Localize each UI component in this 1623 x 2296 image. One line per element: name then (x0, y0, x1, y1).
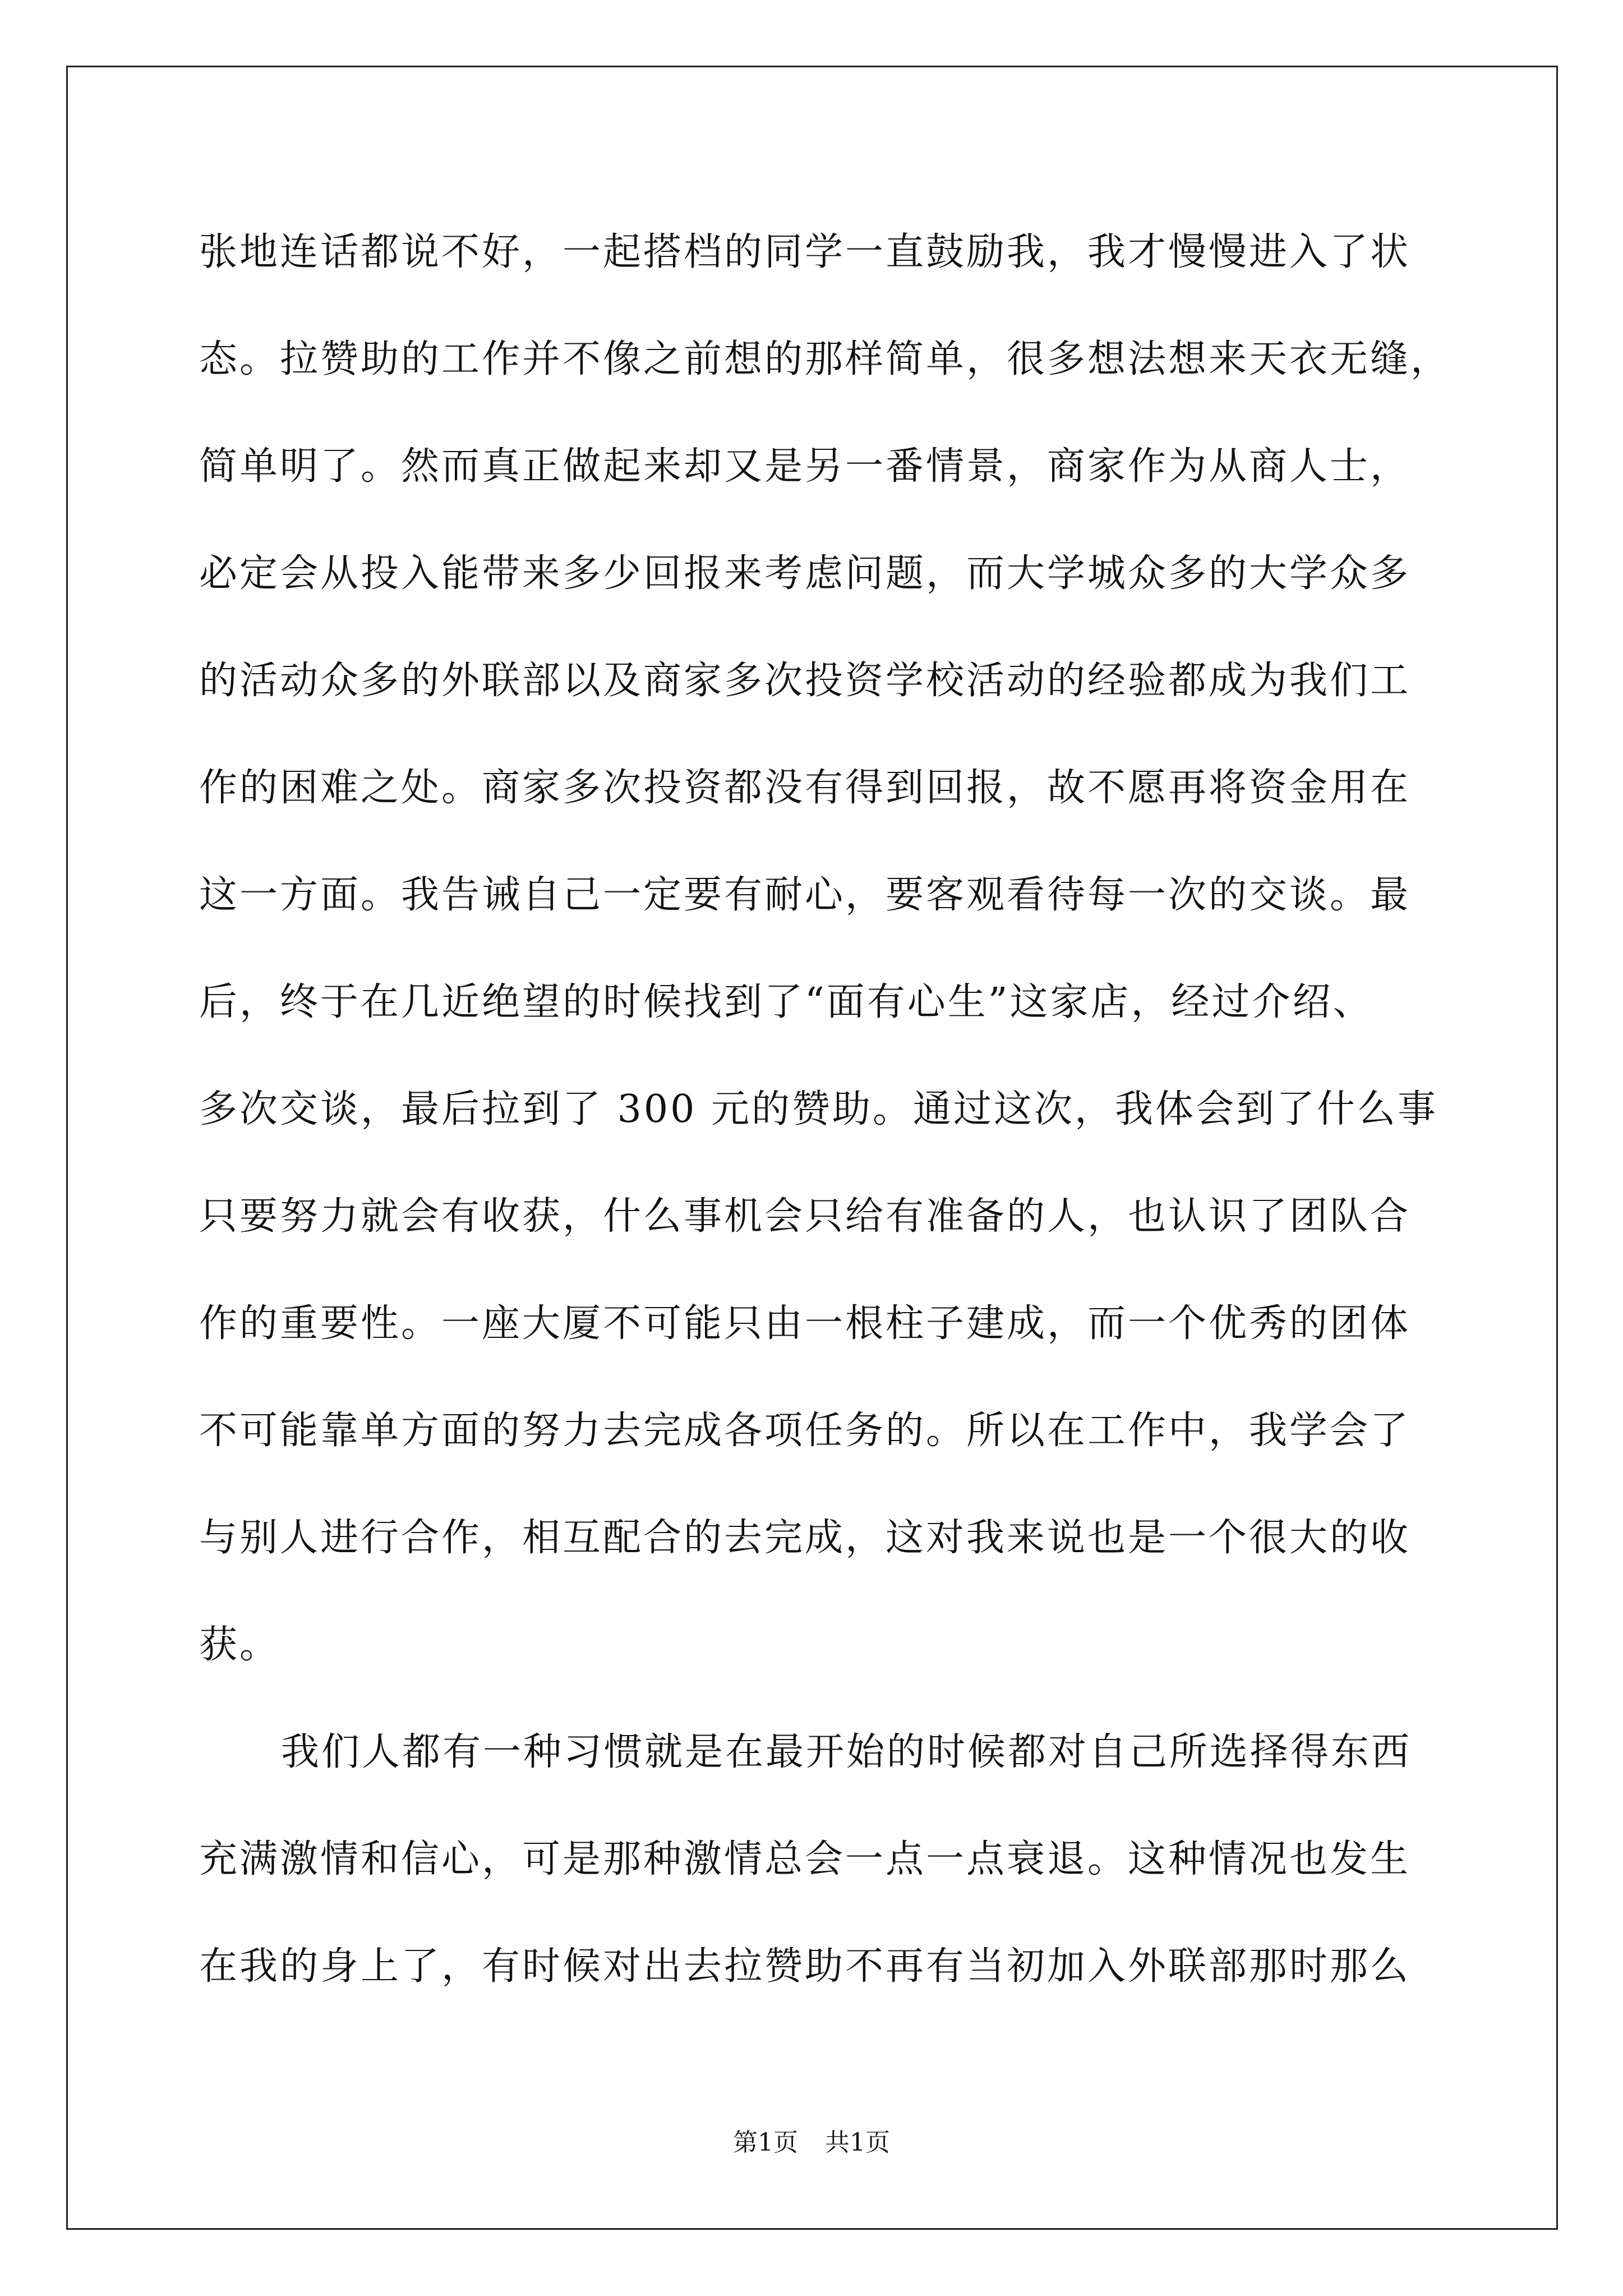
page-number: 第1页 (733, 2128, 798, 2157)
page-total: 共1页 (825, 2128, 890, 2157)
text-line: 与别人进行合作，相互配合的去完成，这对我来说也是一个很大的收 (199, 1516, 1411, 1560)
text-line: 态。拉赞助的工作并不像之前想的那样简单，很多想法想来天衣无缝， (199, 337, 1451, 381)
text-line: 必定会从投入能带来多少回报来考虑问题，而大学城众多的大学众多 (199, 551, 1411, 596)
text-line: 充满激情和信心，可是那种激情总会一点一点衰退。这种情况也发生 (199, 1837, 1411, 1881)
text-line: 我们人都有一种习惯就是在最开始的时候都对自己所选择得东西 (281, 1730, 1412, 1774)
text-line: 获。 (199, 1623, 280, 1667)
text-line: 不可能靠单方面的努力去完成各项任务的。所以在工作中，我学会了 (199, 1409, 1411, 1453)
text-line: 在我的身上了，有时候对出去拉赞助不再有当初加入外联部那时那么 (199, 1944, 1411, 1989)
page-footer (0, 2126, 1623, 2160)
text-line: 的活动众多的外联部以及商家多次投资学校活动的经验都成为我们工 (199, 659, 1411, 703)
text-line: 作的困难之处。商家多次投资都没有得到回报，故不愿再将资金用在 (199, 766, 1411, 810)
text-line: 作的重要性。一座大厦不可能只由一根柱子建成，而一个优秀的团体 (199, 1301, 1411, 1346)
text-line: 多次交谈，最后拉到了 300 元的赞助。通过这次，我体会到了什么事 (199, 1087, 1438, 1131)
text-line: 后，终于在几近绝望的时候找到了“面有心生”这家店，经过介绍、 (199, 980, 1373, 1024)
body-text (199, 222, 1451, 2043)
text-line: 只要努力就会有收获，什么事机会只给有准备的人，也认识了团队合 (199, 1194, 1411, 1239)
text-line: 张地连话都说不好，一起搭档的同学一直鼓励我，我才慢慢进入了状 (199, 230, 1411, 274)
text-line: 这一方面。我告诫自己一定要有耐心，要客观看待每一次的交谈。最 (199, 873, 1411, 917)
text-line: 简单明了。然而真正做起来却又是另一番情景，商家作为从商人士， (199, 444, 1411, 489)
